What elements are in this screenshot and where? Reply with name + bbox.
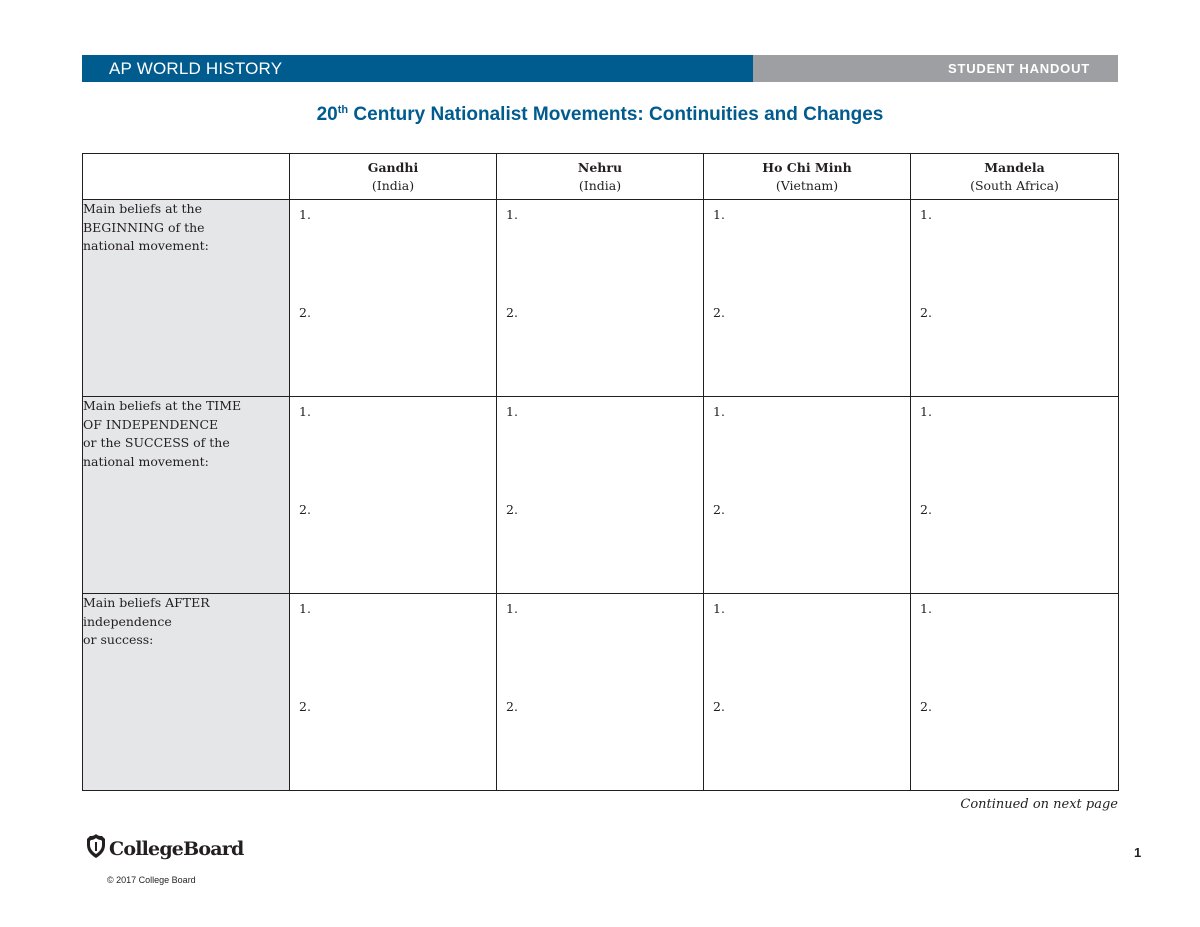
title-rest: Century Nationalist Movements: Continuities and Changes: [348, 104, 884, 125]
column-header-nehru: [497, 154, 704, 200]
item-number: 1.: [299, 207, 311, 222]
item-number: 1.: [506, 601, 518, 616]
answer-cell[interactable]: [704, 200, 911, 397]
row-label-line: BEGINNING of the: [83, 219, 205, 235]
logo-wordmark: CollegeBoard: [109, 837, 244, 860]
item-number: 1.: [299, 601, 311, 616]
item-number: 1.: [713, 207, 725, 222]
column-header-mandela: [911, 154, 1119, 200]
item-number: 2.: [506, 502, 518, 517]
item-number: 1.: [506, 207, 518, 222]
copyright-text: © 2017 College Board: [107, 875, 196, 885]
answer-cell[interactable]: [290, 594, 497, 791]
title-superscript: th: [337, 104, 349, 116]
table-header-row: [83, 154, 1119, 200]
item-number: 1.: [713, 601, 725, 616]
column-header-gandhi: [290, 154, 497, 200]
answer-cell[interactable]: [704, 397, 911, 594]
item-number: 2.: [299, 699, 311, 714]
row-label-line: independence: [83, 613, 172, 629]
answer-cell[interactable]: [290, 200, 497, 397]
continued-note: Continued on next page: [960, 797, 1118, 812]
item-number: 2.: [299, 502, 311, 517]
answer-cell[interactable]: [911, 200, 1119, 397]
answer-cell[interactable]: [497, 200, 704, 397]
row-label-line: OF INDEPENDENCE: [83, 416, 219, 432]
column-name: Gandhi: [367, 160, 419, 175]
answer-cell[interactable]: [911, 594, 1119, 791]
table-row-beginning: [83, 200, 1119, 397]
column-name: Mandela: [984, 160, 1045, 175]
row-label-line: Main beliefs at the TIME: [83, 398, 242, 413]
item-number: 2.: [920, 699, 932, 714]
row-label-line: or success:: [83, 632, 154, 647]
header-banner: [82, 55, 1118, 82]
answer-cell[interactable]: [911, 397, 1119, 594]
column-country: (India): [578, 178, 622, 193]
column-country: (India): [371, 178, 415, 193]
corner-header-cell: [83, 154, 290, 200]
item-number: 1.: [713, 404, 725, 419]
title-prefix: 20: [316, 104, 338, 125]
acorn-shield-icon: [86, 833, 106, 864]
answer-cell[interactable]: [290, 397, 497, 594]
page-number: 1: [1134, 845, 1142, 860]
row-label-independence: [83, 397, 290, 594]
item-number: 2.: [713, 502, 725, 517]
answer-cell[interactable]: [704, 594, 911, 791]
item-number: 2.: [920, 305, 932, 320]
column-country: (South Africa): [970, 178, 1059, 193]
item-number: 1.: [299, 404, 311, 419]
item-number: 2.: [506, 699, 518, 714]
item-number: 1.: [920, 601, 932, 616]
item-number: 2.: [506, 305, 518, 320]
answer-cell[interactable]: [497, 594, 704, 791]
column-country: (Vietnam): [775, 178, 839, 193]
item-number: 2.: [713, 305, 725, 320]
comparison-table: [82, 153, 1119, 791]
item-number: 1.: [920, 207, 932, 222]
row-label-line: Main beliefs AFTER: [83, 595, 210, 610]
course-title: AP WORLD HISTORY: [82, 55, 753, 82]
item-number: 1.: [506, 404, 518, 419]
column-header-ho-chi-minh: [704, 154, 911, 200]
document-type-label: STUDENT HANDOUT: [753, 55, 1118, 82]
column-name: Ho Chi Minh: [762, 160, 852, 175]
row-label-line: national movement:: [83, 238, 209, 253]
row-label-line: or the SUCCESS of the: [83, 435, 230, 450]
item-number: 2.: [920, 502, 932, 517]
table-row-after: [83, 594, 1119, 791]
answer-cell[interactable]: [497, 397, 704, 594]
table-row-independence: [83, 397, 1119, 594]
item-number: 2.: [713, 699, 725, 714]
row-label-line: national movement:: [83, 453, 209, 469]
column-name: Nehru: [577, 160, 623, 175]
row-label-after: [83, 594, 290, 791]
row-label-beginning: [83, 200, 290, 397]
item-number: 2.: [299, 305, 311, 320]
college-board-logo: [86, 833, 243, 864]
item-number: 1.: [920, 404, 932, 419]
page-title: [82, 104, 1118, 126]
row-label-line: Main beliefs at the: [83, 201, 203, 216]
